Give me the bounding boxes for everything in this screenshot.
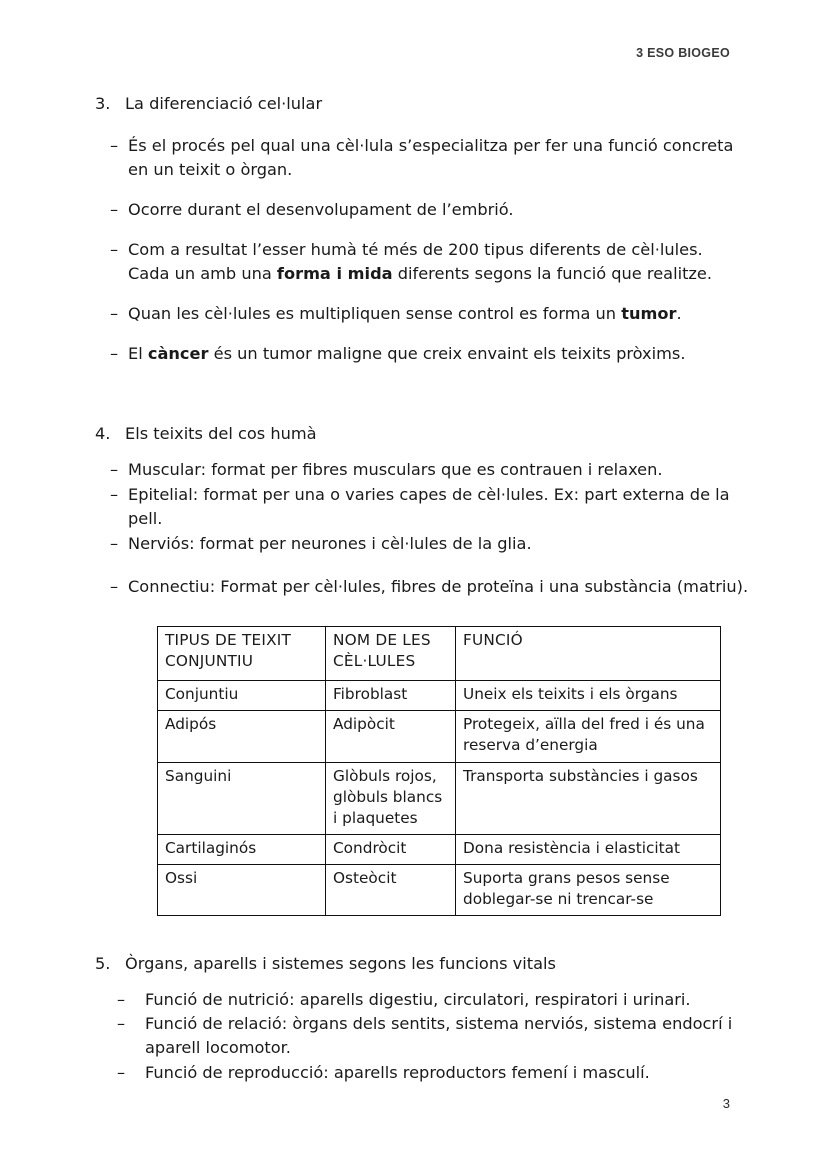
bullet-dash-icon: –	[110, 460, 119, 480]
cell-tissue-type: Adipós	[158, 711, 326, 762]
bullet-text	[128, 302, 740, 326]
cell-function: Dona resistència i elasticitat	[456, 834, 721, 864]
page-number: 3	[722, 1096, 730, 1111]
list-item	[117, 1012, 737, 1060]
bullet-text-emphasis: tumor	[621, 304, 677, 324]
header-line-2: CÈL·LULES	[333, 652, 416, 671]
table-row	[158, 681, 721, 711]
bullet-dash-icon: –	[110, 534, 119, 554]
table-row	[158, 762, 721, 834]
bullet-text-pre: Com a resultat l’esser humà té més de 200 tipus diferents de cèl·lules. Cada un amb una	[128, 240, 703, 284]
cell-tissue-type: Conjuntiu	[158, 681, 326, 711]
page-header: 3 ESO BIOGEO	[636, 46, 730, 60]
bullet-text	[128, 342, 740, 366]
bullet-text: Funció de relació: òrgans dels sentits, sistema nerviós, sistema endocrí i aparell locomotor.	[145, 1014, 733, 1058]
cell-function: Transporta substàncies i gasos	[456, 762, 721, 834]
cell-function: Suporta grans pesos sense doblegar-se ni trencar-se	[456, 864, 721, 915]
section-5-bullet-list	[117, 988, 737, 1086]
bullet-text: Epitelial: format per una o varies capes de cèl·lules. Ex: part externa de la pell.	[128, 485, 730, 529]
bullet-text-pre: El	[128, 344, 148, 364]
bullet-dash-icon: –	[110, 577, 119, 597]
cell-function: Protegeix, aïlla del fred i és una reserva d’energia	[456, 711, 721, 762]
cell-tissue-type: Ossi	[158, 864, 326, 915]
table-header-cell-function	[456, 627, 721, 681]
bullet-text: Nerviós: format per neurones i cèl·lules de la glia.	[128, 534, 532, 554]
list-item	[110, 483, 755, 531]
cell-cell-name: Osteòcit	[326, 864, 456, 915]
bullet-dash-icon: –	[110, 304, 119, 324]
cell-tissue-type: Sanguini	[158, 762, 326, 834]
list-item	[110, 238, 740, 286]
list-item	[117, 988, 737, 1012]
bullet-text	[128, 238, 740, 286]
header-line-1: NOM DE LES	[333, 631, 431, 650]
table-row	[158, 864, 721, 915]
cell-tissue-type: Cartilaginós	[158, 834, 326, 864]
list-item	[110, 342, 740, 366]
bullet-dash-icon: –	[110, 240, 119, 260]
table-row	[158, 834, 721, 864]
section-5-title: Òrgans, aparells i sistemes segons les funcions vitals	[125, 954, 556, 974]
bullet-text: Ocorre durant el desenvolupament de l’embrió.	[128, 200, 514, 220]
bullet-text: Muscular: format per fibres musculars que es contrauen i relaxen.	[128, 460, 663, 480]
bullet-dash-icon: –	[110, 485, 119, 505]
connective-tissue-table	[157, 626, 721, 916]
section-3-number: 3.	[95, 94, 111, 113]
list-item	[110, 458, 755, 482]
bullet-text-emphasis: càncer	[147, 344, 209, 364]
cell-cell-name: Adipòcit	[326, 711, 456, 762]
header-line-2: CONJUNTIU	[165, 652, 254, 671]
bullet-dash-icon: –	[110, 136, 119, 156]
table-header-cell-cell-name	[326, 627, 456, 681]
table-header-row	[158, 627, 721, 681]
cell-cell-name: Glòbuls rojos, glòbuls blancs i plaquetes	[326, 762, 456, 834]
list-item	[110, 532, 755, 556]
section-4-number: 4.	[95, 424, 111, 444]
bullet-dash-icon: –	[110, 200, 119, 220]
section-4-extra-bullet-list	[110, 575, 755, 599]
bullet-text-pre: Quan les cèl·lules es multipliquen sense control es forma un	[128, 304, 622, 324]
section-4-bullet-list	[110, 458, 755, 556]
section-5-heading	[95, 952, 828, 976]
cell-cell-name: Condròcit	[326, 834, 456, 864]
table-header-cell-tissue-type	[158, 627, 326, 681]
connective-tissue-table-wrapper	[157, 626, 720, 916]
list-item	[117, 1061, 737, 1085]
cell-function: Uneix els teixits i els òrgans	[456, 681, 721, 711]
bullet-text-post: és un tumor maligne que creix envaint els teixits pròxims.	[208, 344, 686, 364]
table-row	[158, 711, 721, 762]
section-3-title: La diferenciació cel·lular	[125, 94, 323, 113]
header-line-1: TIPUS DE TEIXIT	[165, 631, 292, 650]
header-line-1: FUNCIÓ	[463, 631, 523, 650]
cell-cell-name: Fibroblast	[326, 681, 456, 711]
bullet-dash-icon: –	[117, 989, 126, 1009]
bullet-text-post: .	[676, 304, 682, 324]
bullet-text-post: diferents segons la funció que realitze.	[392, 264, 713, 284]
bullet-dash-icon: –	[110, 344, 119, 364]
list-item	[110, 302, 740, 326]
list-item	[110, 575, 755, 599]
document-body	[0, 92, 828, 1086]
bullet-text: Funció de reproducció: aparells reproductors femení i masculí.	[145, 1063, 650, 1083]
section-3-bullet-list	[110, 134, 740, 366]
list-item	[110, 134, 740, 182]
bullet-text: Connectiu: Format per cèl·lules, fibres de proteïna i una substància (matriu).	[128, 577, 749, 597]
section-4-title: Els teixits del cos humà	[125, 424, 317, 444]
bullet-dash-icon: –	[117, 1063, 126, 1083]
section-4-heading	[95, 422, 828, 446]
bullet-text: Funció de nutrició: aparells digestiu, circulatori, respiratori i urinari.	[145, 989, 691, 1009]
section-3-heading	[95, 92, 828, 116]
bullet-text-emphasis: forma i mida	[276, 264, 393, 284]
bullet-text: És el procés pel qual una cèl·lula s’especialitza per fer una funció concreta en un teixit o òrgan.	[128, 136, 734, 180]
bullet-dash-icon: –	[117, 1014, 126, 1034]
section-5-number: 5.	[95, 954, 111, 974]
list-item	[110, 198, 740, 222]
